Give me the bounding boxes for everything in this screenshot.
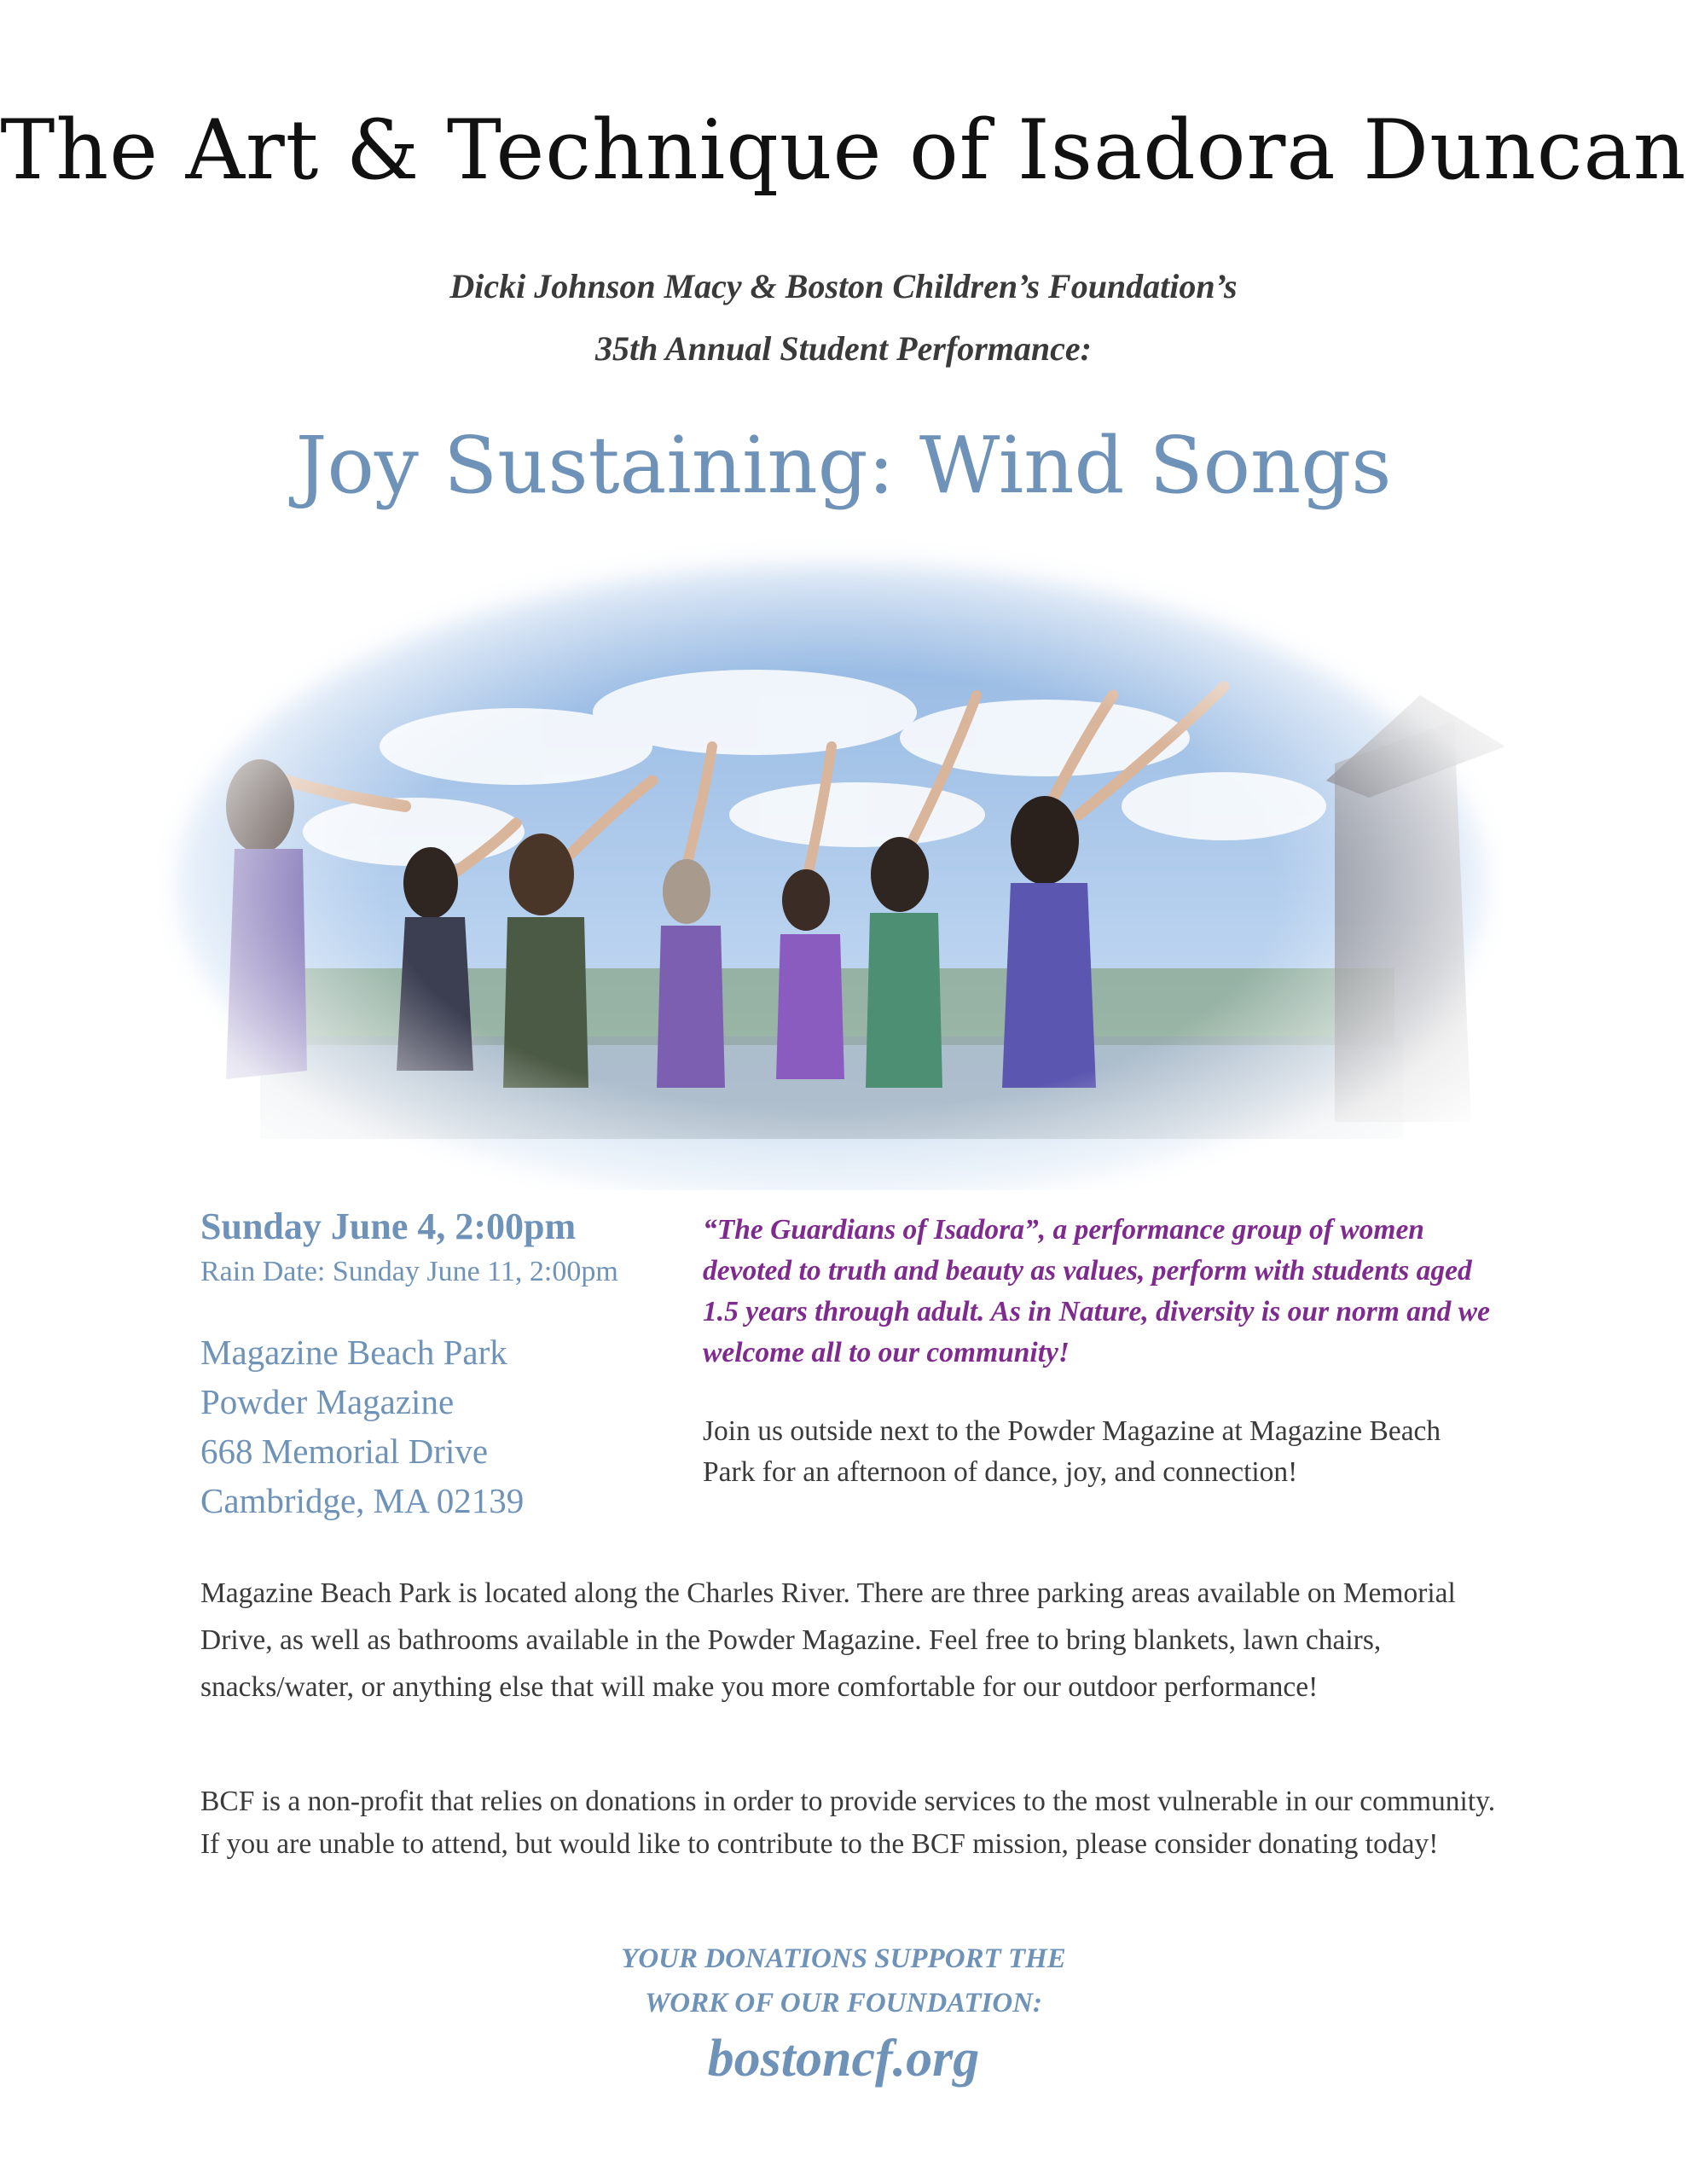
venue-address (200, 1327, 695, 1525)
dancers-photo (158, 525, 1505, 1190)
join-text: Join us outside next to the Powder Magazine at Magazine Beach Park for an afternoon of dance, joy, and connection! (703, 1415, 1441, 1488)
show-title: Joy Sustaining: Wind Songs (295, 420, 1392, 511)
donation-paragraph: BCF is a non-profit that relies on donations in order to provide services to the most vulnerable in our community. If you are unable to attend, but would like to contribute to the BCF mission, please consider donating today! (200, 1786, 1496, 1860)
subtitle-line-2: 35th Annual Student Performance: (595, 329, 1092, 368)
venue-line: Cambridge, MA 02139 (200, 1481, 525, 1520)
subtitle-line-1: Dicki Johnson Macy & Boston Children’s Foundation’s (449, 267, 1238, 305)
venue-line: 668 Memorial Drive (200, 1432, 489, 1471)
rain-date: Rain Date: Sunday June 11, 2:00pm (200, 1256, 618, 1287)
parking-paragraph: Magazine Beach Park is located along the Charles River. There are three parking areas available on Memorial Drive, as well as bathrooms available in the Powder Magazine. Feel free to bring blankets, lawn chairs, snacks/water, or anything else that will make you more comfortable for our outdoor performance! (200, 1577, 1456, 1703)
website-link[interactable]: bostoncf.org (707, 2030, 980, 2088)
event-details (200, 1203, 695, 1525)
guardians-quote: “The Guardians of Isadora”, a performance group of women devoted to truth and beauty as values, perform with students aged 1.5 years through adult. As in Nature, diversity is our norm and we welcome all to our community! (703, 1214, 1490, 1368)
venue-line: Powder Magazine (200, 1382, 455, 1421)
venue-line: Magazine Beach Park (200, 1333, 507, 1372)
donation-banner-line-1: YOUR DONATIONS SUPPORT THE (621, 1943, 1066, 1974)
donation-banner-line-2: WORK OF OUR FOUNDATION: (644, 1988, 1043, 2018)
page-title: The Art & Technique of Isadora Duncan (0, 102, 1687, 198)
event-date: Sunday June 4, 2:00pm (200, 1205, 577, 1247)
event-description (703, 1210, 1496, 1493)
